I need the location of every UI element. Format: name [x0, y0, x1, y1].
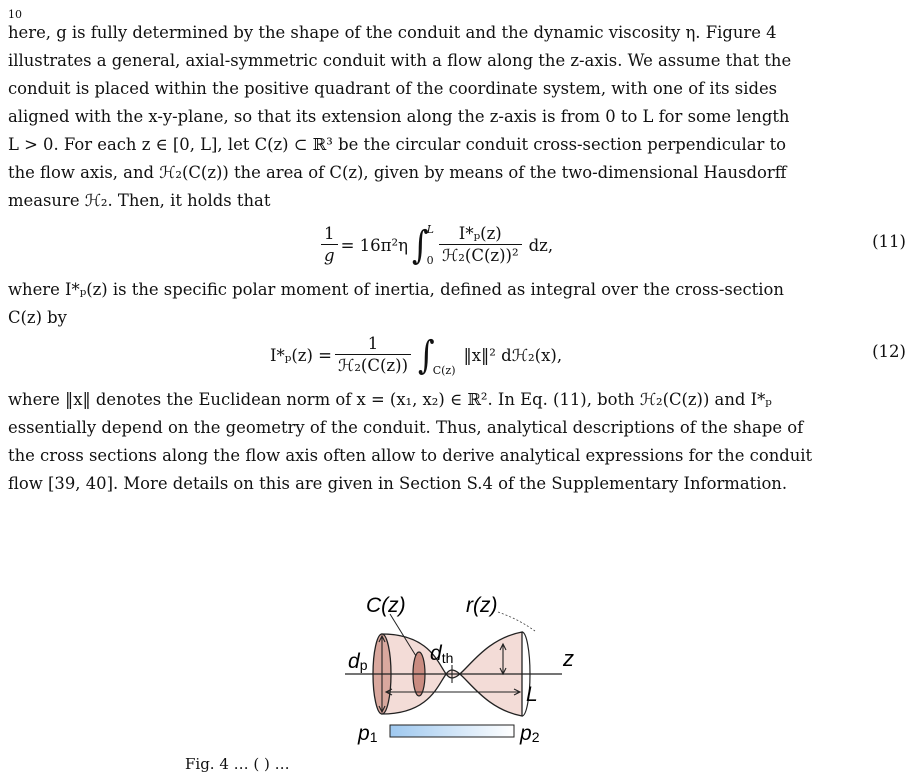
equation-12	[0, 328, 916, 382]
label-z: z	[563, 646, 574, 671]
label-rz: r(z)	[466, 594, 498, 617]
rz-leader-line	[498, 612, 535, 631]
eq12-fraction	[335, 334, 411, 377]
conduit-svg	[330, 586, 610, 746]
label-p2: p2	[520, 722, 540, 745]
eq12-lower-limit: C(z)	[432, 364, 456, 377]
label-length: L	[526, 683, 538, 706]
eq11-differential: dz,	[528, 235, 554, 255]
label-dp: dp	[348, 650, 368, 673]
eq12-integrand: ‖x‖² dℋ₂(x),	[463, 345, 563, 365]
text-line: essentially depend on the geometry of the conduit. Thus, analytical descriptions of the shape of	[8, 418, 804, 437]
equation-number-11: (11)	[872, 232, 906, 251]
figure-4-conduit-diagram	[330, 586, 610, 750]
text-line: illustrates a general, axial-symmetric conduit with a flow along the z-axis. We assume that the	[8, 51, 792, 70]
paragraph-2	[8, 276, 908, 332]
integral-sign-icon: ∫	[418, 332, 435, 378]
eq11-integrand-den: ℋ₂(C(z))²	[439, 244, 522, 267]
eq11-integrand-num: I*ₚ(z)	[458, 223, 502, 243]
paragraph-1	[8, 19, 908, 215]
text-line: flow [39, 40]. More details on this are given in Section S.4 of the Supplementary Information.	[8, 474, 788, 493]
text-line: the flow axis, and ℋ₂(C(z)) the area of C(z), given by means of the two-dimensional Hausdorff	[8, 163, 787, 182]
label-p1: p1	[358, 722, 378, 745]
label-cz: C(z)	[366, 594, 406, 617]
text-line: measure ℋ₂. Then, it holds that	[8, 191, 271, 210]
eq11-lhs-fraction	[321, 224, 338, 267]
text-line: L > 0. For each z ∈ [0, L], let C(z) ⊂ ℝ³ be the circular conduit cross-section perpendicular to	[8, 135, 787, 154]
eq11-lower-limit: 0	[426, 254, 434, 267]
eq11-lhs-den: g	[321, 244, 338, 267]
eq11-integrand-fraction	[439, 224, 522, 267]
page-number: 10	[8, 8, 22, 21]
integral-sign-icon: ∫	[411, 222, 429, 268]
text-line: C(z) by	[8, 308, 67, 327]
text-line: where ‖x‖ denotes the Euclidean norm of x = (x₁, x₂) ∈ ℝ². In Eq. (11), both ℋ₂(C(z)) and I*ₚ	[8, 390, 772, 409]
figure-caption-fragment: Fig. 4 … ( ) …	[185, 755, 290, 773]
text-line: here, g is fully determined by the shape of the conduit and the dynamic viscosity η. Figure 4	[8, 23, 777, 42]
eq12-lhs: I*ₚ(z) =	[270, 345, 333, 365]
equation-11	[0, 218, 916, 272]
eq11-upper-limit: L	[426, 223, 434, 236]
eq11-integral	[412, 223, 434, 267]
paragraph-3	[8, 386, 908, 498]
eq11-coefficient: = 16π²η	[340, 235, 408, 255]
pressure-gradient-bar	[390, 725, 514, 737]
text-line: the cross sections along the flow axis often allow to derive analytical expressions for the conduit	[8, 446, 813, 465]
text-line: where I*ₚ(z) is the specific polar moment of inertia, defined as integral over the cross-section	[8, 280, 784, 299]
eq11-lhs-num: 1	[324, 223, 335, 243]
eq12-frac-den: ℋ₂(C(z))	[335, 354, 411, 377]
text-line: conduit is placed within the positive quadrant of the coordinate system, with one of its sides	[8, 79, 778, 98]
equation-number-12: (12)	[872, 342, 906, 361]
eq12-integral	[418, 333, 455, 377]
text-line: aligned with the x-y-plane, so that its extension along the z-axis is from 0 to L for some length	[8, 107, 790, 126]
label-dth: dth	[430, 642, 454, 666]
eq12-frac-num: 1	[367, 333, 379, 353]
